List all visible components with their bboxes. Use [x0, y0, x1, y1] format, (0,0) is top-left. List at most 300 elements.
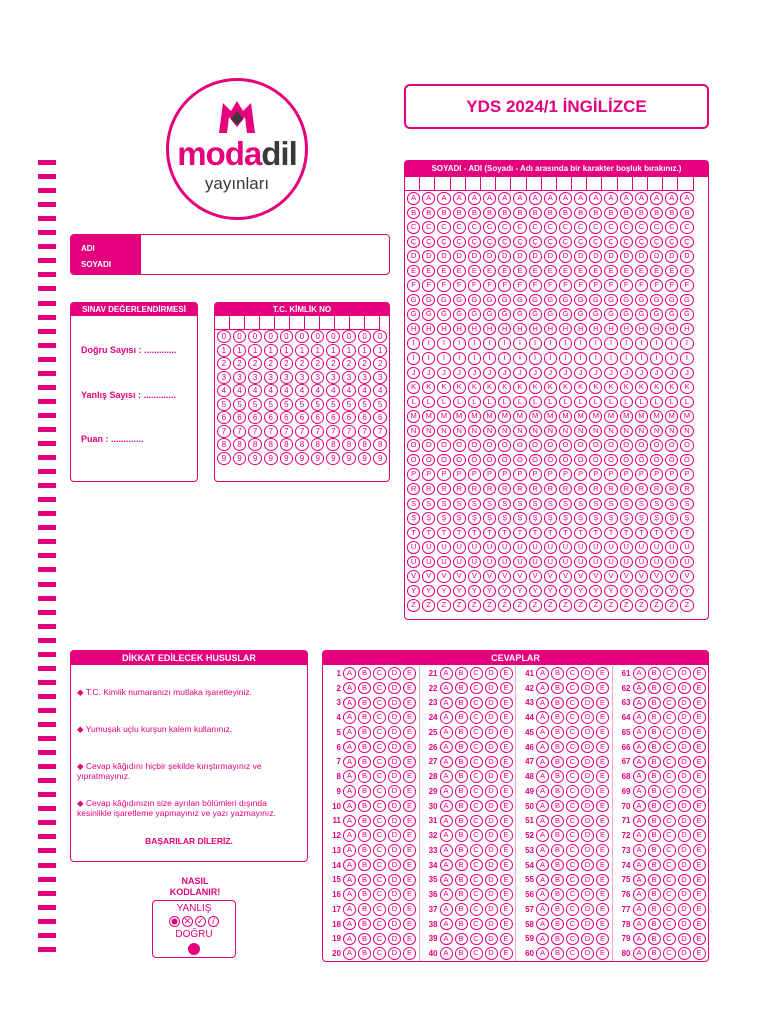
answer-bubble[interactable]: N — [407, 425, 420, 438]
answer-bubble[interactable]: 7 — [295, 425, 309, 438]
answer-bubble[interactable]: E — [403, 874, 416, 887]
answer-bubble[interactable]: A — [650, 192, 663, 205]
answer-bubble[interactable]: Y — [604, 585, 617, 598]
answer-bubble[interactable]: İ — [529, 352, 542, 365]
answer-bubble[interactable]: 4 — [358, 384, 372, 397]
answer-bubble[interactable]: Ğ — [468, 308, 481, 321]
answer-bubble[interactable]: C — [470, 667, 483, 680]
answer-bubble[interactable]: 0 — [311, 330, 325, 343]
answer-bubble[interactable]: Ü — [453, 556, 466, 569]
answer-bubble[interactable]: 3 — [217, 371, 231, 384]
answer-bubble[interactable]: R — [574, 483, 587, 496]
answer-bubble[interactable]: F — [483, 279, 496, 292]
answer-bubble[interactable]: İ — [437, 352, 450, 365]
answer-bubble[interactable]: F — [574, 279, 587, 292]
answer-bubble[interactable]: D — [678, 844, 691, 857]
answer-bubble[interactable]: R — [650, 483, 663, 496]
answer-bubble[interactable]: 4 — [373, 384, 387, 397]
answer-bubble[interactable]: S — [513, 498, 526, 511]
answer-bubble[interactable]: İ — [589, 352, 602, 365]
answer-bubble[interactable]: A — [574, 192, 587, 205]
answer-bubble[interactable]: C — [663, 829, 676, 842]
answer-bubble[interactable]: Ü — [635, 556, 648, 569]
answer-bubble[interactable]: A — [440, 711, 453, 724]
answer-bubble[interactable]: M — [483, 410, 496, 423]
answer-bubble[interactable]: E — [403, 918, 416, 931]
answer-bubble[interactable]: Z — [620, 599, 633, 612]
answer-bubble[interactable]: M — [422, 410, 435, 423]
answer-bubble[interactable]: C — [483, 221, 496, 234]
answer-bubble[interactable]: Z — [635, 599, 648, 612]
answer-bubble[interactable]: E — [500, 726, 513, 739]
answer-bubble[interactable]: E — [596, 667, 609, 680]
answer-bubble[interactable]: L — [604, 396, 617, 409]
answer-bubble[interactable]: Y — [483, 585, 496, 598]
answer-bubble[interactable]: 4 — [280, 384, 294, 397]
answer-bubble[interactable]: L — [680, 396, 693, 409]
answer-bubble[interactable]: A — [440, 947, 453, 960]
answer-bubble[interactable]: D — [581, 741, 594, 754]
answer-bubble[interactable]: C — [663, 903, 676, 916]
answer-bubble[interactable]: Z — [544, 599, 557, 612]
surname-name-bubble-grid[interactable] — [405, 191, 708, 613]
answer-bubble[interactable]: E — [693, 903, 706, 916]
answer-bubble[interactable]: C — [566, 903, 579, 916]
answer-bubble[interactable]: A — [635, 192, 648, 205]
answer-bubble[interactable]: M — [680, 410, 693, 423]
answer-bubble[interactable]: E — [693, 859, 706, 872]
answer-bubble[interactable]: C — [566, 844, 579, 857]
answer-bubble[interactable]: B — [358, 815, 371, 828]
answer-bubble[interactable]: D — [485, 933, 498, 946]
tc-digit-cell[interactable] — [305, 316, 320, 330]
letter-cell[interactable] — [511, 177, 526, 191]
answer-bubble[interactable]: B — [358, 770, 371, 783]
answer-bubble[interactable]: B — [551, 815, 564, 828]
answer-bubble[interactable]: E — [468, 265, 481, 278]
answer-bubble[interactable]: Ü — [437, 556, 450, 569]
answer-bubble[interactable]: E — [498, 265, 511, 278]
answer-bubble[interactable]: 1 — [358, 344, 372, 357]
answer-bubble[interactable]: 5 — [311, 398, 325, 411]
answer-bubble[interactable]: Ü — [650, 556, 663, 569]
answer-bubble[interactable]: 9 — [373, 452, 387, 465]
answer-bubble[interactable]: R — [665, 483, 678, 496]
answer-bubble[interactable]: Ö — [544, 454, 557, 467]
answer-bubble[interactable]: D — [581, 947, 594, 960]
answer-bubble[interactable]: 5 — [264, 398, 278, 411]
answer-bubble[interactable]: Ü — [407, 556, 420, 569]
answer-bubble[interactable]: U — [513, 541, 526, 554]
answer-bubble[interactable]: C — [663, 947, 676, 960]
answer-bubble[interactable]: O — [422, 439, 435, 452]
answer-bubble[interactable]: A — [343, 874, 356, 887]
answer-bubble[interactable]: 4 — [217, 384, 231, 397]
answer-bubble[interactable]: D — [485, 829, 498, 842]
answer-bubble[interactable]: K — [422, 381, 435, 394]
answer-bubble[interactable]: Ö — [468, 454, 481, 467]
answer-bubble[interactable]: P — [483, 468, 496, 481]
answer-bubble[interactable]: D — [678, 918, 691, 931]
answer-bubble[interactable]: F — [453, 279, 466, 292]
answer-bubble[interactable]: 8 — [264, 438, 278, 451]
answer-bubble[interactable]: Ş — [483, 512, 496, 525]
answer-bubble[interactable]: Ş — [620, 512, 633, 525]
answer-bubble[interactable]: D — [678, 829, 691, 842]
answer-bubble[interactable]: D — [620, 250, 633, 263]
answer-bubble[interactable]: B — [648, 844, 661, 857]
answer-bubble[interactable]: C — [373, 829, 386, 842]
answer-bubble[interactable]: D — [581, 756, 594, 769]
answer-bubble[interactable]: H — [483, 323, 496, 336]
answer-bubble[interactable]: Ç — [513, 236, 526, 249]
answer-bubble[interactable]: R — [407, 483, 420, 496]
answer-bubble[interactable]: 7 — [264, 425, 278, 438]
answer-bubble[interactable]: A — [343, 844, 356, 857]
answer-bubble[interactable]: D — [498, 250, 511, 263]
answer-bubble[interactable]: K — [635, 381, 648, 394]
answer-bubble[interactable]: D — [513, 250, 526, 263]
answer-bubble[interactable]: Ç — [574, 236, 587, 249]
letter-cell[interactable] — [405, 177, 420, 191]
answer-bubble[interactable]: A — [536, 903, 549, 916]
answer-bubble[interactable]: M — [574, 410, 587, 423]
answer-bubble[interactable]: D — [388, 874, 401, 887]
answer-bubble[interactable]: S — [422, 498, 435, 511]
answer-bubble[interactable]: L — [635, 396, 648, 409]
answer-bubble[interactable]: P — [513, 468, 526, 481]
answer-bubble[interactable]: C — [470, 741, 483, 754]
answer-bubble[interactable]: A — [633, 756, 646, 769]
answer-bubble[interactable]: 3 — [233, 371, 247, 384]
answer-bubble[interactable]: J — [422, 367, 435, 380]
answer-bubble[interactable]: İ — [574, 352, 587, 365]
answer-bubble[interactable]: G — [437, 294, 450, 307]
answer-bubble[interactable]: A — [343, 711, 356, 724]
answer-bubble[interactable]: E — [635, 265, 648, 278]
answer-bubble[interactable]: C — [566, 682, 579, 695]
answer-bubble[interactable]: Ş — [513, 512, 526, 525]
answer-bubble[interactable]: İ — [680, 352, 693, 365]
answer-bubble[interactable]: Ö — [483, 454, 496, 467]
answer-bubble[interactable]: B — [358, 711, 371, 724]
answer-bubble[interactable]: R — [680, 483, 693, 496]
answer-bubble[interactable]: 7 — [311, 425, 325, 438]
answer-bubble[interactable]: C — [663, 711, 676, 724]
answer-bubble[interactable]: J — [513, 367, 526, 380]
answer-bubble[interactable]: D — [485, 888, 498, 901]
answer-bubble[interactable]: C — [559, 221, 572, 234]
answer-bubble[interactable]: M — [604, 410, 617, 423]
answer-bubble[interactable]: Ö — [453, 454, 466, 467]
answer-bubble[interactable]: H — [453, 323, 466, 336]
answer-bubble[interactable]: O — [559, 439, 572, 452]
answer-bubble[interactable]: 3 — [280, 371, 294, 384]
answer-bubble[interactable]: D — [589, 250, 602, 263]
answer-bubble[interactable]: 2 — [217, 357, 231, 370]
answer-bubble[interactable]: B — [648, 756, 661, 769]
answer-bubble[interactable]: 2 — [326, 357, 340, 370]
answer-bubble[interactable]: C — [663, 785, 676, 798]
answer-bubble[interactable]: E — [596, 756, 609, 769]
answer-bubble[interactable]: D — [678, 874, 691, 887]
answer-bubble[interactable]: B — [422, 207, 435, 220]
answer-bubble[interactable]: C — [373, 947, 386, 960]
answer-bubble[interactable]: E — [453, 265, 466, 278]
answer-bubble[interactable]: E — [500, 770, 513, 783]
answer-bubble[interactable]: D — [678, 815, 691, 828]
answer-bubble[interactable]: C — [663, 918, 676, 931]
answer-bubble[interactable]: J — [559, 367, 572, 380]
answer-bubble[interactable]: U — [574, 541, 587, 554]
answer-bubble[interactable]: B — [455, 697, 468, 710]
answer-bubble[interactable]: R — [513, 483, 526, 496]
answer-bubble[interactable]: Ö — [513, 454, 526, 467]
answer-bubble[interactable]: A — [633, 859, 646, 872]
answer-bubble[interactable]: B — [551, 756, 564, 769]
answer-bubble[interactable]: 2 — [311, 357, 325, 370]
answer-bubble[interactable]: D — [388, 741, 401, 754]
answer-bubble[interactable]: I — [680, 337, 693, 350]
answer-bubble[interactable]: I — [635, 337, 648, 350]
answer-bubble[interactable]: B — [455, 947, 468, 960]
answer-bubble[interactable]: A — [440, 903, 453, 916]
answer-bubble[interactable]: C — [663, 874, 676, 887]
answer-bubble[interactable]: 1 — [248, 344, 262, 357]
answer-bubble[interactable]: Ğ — [407, 308, 420, 321]
answer-bubble[interactable]: B — [648, 770, 661, 783]
answer-bubble[interactable]: D — [581, 815, 594, 828]
answer-bubble[interactable]: B — [551, 770, 564, 783]
answer-bubble[interactable]: J — [498, 367, 511, 380]
answer-bubble[interactable]: C — [680, 221, 693, 234]
answer-bubble[interactable]: B — [453, 207, 466, 220]
answer-bubble[interactable]: B — [455, 770, 468, 783]
answer-bubble[interactable]: F — [620, 279, 633, 292]
answer-bubble[interactable]: A — [633, 829, 646, 842]
answer-bubble[interactable]: H — [422, 323, 435, 336]
answer-bubble[interactable]: 2 — [295, 357, 309, 370]
answer-bubble[interactable]: T — [604, 527, 617, 540]
answer-bubble[interactable]: H — [529, 323, 542, 336]
answer-bubble[interactable]: Ç — [544, 236, 557, 249]
answer-bubble[interactable]: C — [665, 221, 678, 234]
answer-bubble[interactable]: A — [407, 192, 420, 205]
answer-bubble[interactable]: F — [604, 279, 617, 292]
answer-bubble[interactable]: Ç — [604, 236, 617, 249]
answer-bubble[interactable]: E — [403, 933, 416, 946]
answer-bubble[interactable]: J — [437, 367, 450, 380]
answer-bubble[interactable]: D — [388, 682, 401, 695]
answer-bubble[interactable]: C — [373, 711, 386, 724]
answer-bubble[interactable]: F — [468, 279, 481, 292]
answer-bubble[interactable]: O — [635, 439, 648, 452]
answer-bubble[interactable]: Ş — [559, 512, 572, 525]
answer-bubble[interactable]: B — [358, 785, 371, 798]
letter-cell[interactable] — [678, 177, 693, 191]
answer-bubble[interactable]: A — [440, 726, 453, 739]
answer-bubble[interactable]: A — [343, 726, 356, 739]
answer-bubble[interactable]: C — [566, 874, 579, 887]
answer-bubble[interactable]: A — [536, 933, 549, 946]
tc-digit-cell[interactable] — [230, 316, 245, 330]
answer-bubble[interactable]: C — [635, 221, 648, 234]
answer-bubble[interactable]: A — [343, 903, 356, 916]
answer-bubble[interactable]: B — [648, 947, 661, 960]
answer-bubble[interactable]: D — [678, 785, 691, 798]
answer-bubble[interactable]: Ç — [620, 236, 633, 249]
answer-bubble[interactable]: I — [665, 337, 678, 350]
answer-bubble[interactable]: E — [596, 770, 609, 783]
answer-bubble[interactable]: Ü — [559, 556, 572, 569]
answer-bubble[interactable]: U — [498, 541, 511, 554]
answer-bubble[interactable]: D — [388, 829, 401, 842]
answer-bubble[interactable]: E — [500, 933, 513, 946]
answer-bubble[interactable]: Y — [453, 585, 466, 598]
answer-bubble[interactable]: A — [536, 859, 549, 872]
answer-bubble[interactable]: E — [665, 265, 678, 278]
answer-bubble[interactable]: D — [529, 250, 542, 263]
answer-bubble[interactable]: D — [581, 697, 594, 710]
answer-bubble[interactable]: C — [470, 903, 483, 916]
answer-bubble[interactable]: B — [648, 800, 661, 813]
answer-bubble[interactable]: F — [635, 279, 648, 292]
answer-bubble[interactable]: P — [604, 468, 617, 481]
answer-bubble[interactable]: 2 — [248, 357, 262, 370]
answer-bubble[interactable]: A — [440, 800, 453, 813]
answer-bubble[interactable]: 4 — [311, 384, 325, 397]
answer-bubble[interactable]: 1 — [373, 344, 387, 357]
answer-bubble[interactable]: C — [574, 221, 587, 234]
answer-bubble[interactable]: Ü — [574, 556, 587, 569]
answer-bubble[interactable]: C — [663, 741, 676, 754]
answer-bubble[interactable]: A — [422, 192, 435, 205]
answer-bubble[interactable]: D — [678, 697, 691, 710]
answer-bubble[interactable]: D — [559, 250, 572, 263]
answer-bubble[interactable]: 3 — [342, 371, 356, 384]
answer-bubble[interactable]: 5 — [326, 398, 340, 411]
answer-bubble[interactable]: U — [529, 541, 542, 554]
answer-bubble[interactable]: B — [551, 903, 564, 916]
answer-bubble[interactable]: 4 — [295, 384, 309, 397]
answer-bubble[interactable]: B — [551, 682, 564, 695]
answer-bubble[interactable]: E — [403, 815, 416, 828]
answer-bubble[interactable]: B — [551, 667, 564, 680]
answer-bubble[interactable]: 1 — [217, 344, 231, 357]
answer-bubble[interactable]: Ü — [483, 556, 496, 569]
answer-bubble[interactable]: Z — [559, 599, 572, 612]
answer-bubble[interactable]: E — [500, 800, 513, 813]
answer-bubble[interactable]: E — [500, 859, 513, 872]
answer-bubble[interactable]: C — [373, 888, 386, 901]
answer-bubble[interactable]: B — [559, 207, 572, 220]
letter-cell[interactable] — [527, 177, 542, 191]
answer-bubble[interactable]: D — [407, 250, 420, 263]
answer-bubble[interactable]: 5 — [358, 398, 372, 411]
answer-bubble[interactable]: 7 — [373, 425, 387, 438]
answer-bubble[interactable]: T — [574, 527, 587, 540]
answer-bubble[interactable]: İ — [483, 352, 496, 365]
answer-bubble[interactable]: B — [358, 874, 371, 887]
answer-bubble[interactable]: N — [453, 425, 466, 438]
answer-bubble[interactable]: G — [680, 294, 693, 307]
answer-bubble[interactable]: V — [620, 570, 633, 583]
answer-bubble[interactable]: A — [633, 933, 646, 946]
answer-bubble[interactable]: R — [620, 483, 633, 496]
answer-bubble[interactable]: D — [678, 756, 691, 769]
answer-bubble[interactable]: M — [407, 410, 420, 423]
answer-bubble[interactable]: E — [500, 844, 513, 857]
answer-bubble[interactable]: Z — [453, 599, 466, 612]
answer-bubble[interactable]: K — [407, 381, 420, 394]
answer-bubble[interactable]: Ğ — [529, 308, 542, 321]
answer-bubble[interactable]: K — [498, 381, 511, 394]
answer-bubble[interactable]: J — [529, 367, 542, 380]
answer-bubble[interactable]: I — [604, 337, 617, 350]
answer-bubble[interactable]: C — [663, 800, 676, 813]
answer-bubble[interactable]: E — [500, 918, 513, 931]
answer-bubble[interactable]: C — [470, 947, 483, 960]
tc-digit-cell[interactable] — [335, 316, 350, 330]
answer-bubble[interactable]: D — [678, 903, 691, 916]
answer-bubble[interactable]: R — [544, 483, 557, 496]
answer-bubble[interactable]: D — [581, 667, 594, 680]
answer-bubble[interactable]: E — [403, 947, 416, 960]
answer-bubble[interactable]: E — [500, 711, 513, 724]
answer-bubble[interactable]: F — [437, 279, 450, 292]
answer-bubble[interactable]: R — [604, 483, 617, 496]
answer-bubble[interactable]: A — [680, 192, 693, 205]
answer-bubble[interactable]: M — [635, 410, 648, 423]
answer-bubble[interactable]: D — [485, 815, 498, 828]
answer-bubble[interactable]: C — [470, 770, 483, 783]
answer-bubble[interactable]: A — [536, 829, 549, 842]
answer-bubble[interactable]: P — [680, 468, 693, 481]
answer-bubble[interactable]: P — [453, 468, 466, 481]
answer-bubble[interactable]: B — [551, 741, 564, 754]
answer-bubble[interactable]: D — [485, 918, 498, 931]
answer-bubble[interactable]: Ç — [437, 236, 450, 249]
answer-bubble[interactable]: C — [437, 221, 450, 234]
answer-bubble[interactable]: N — [574, 425, 587, 438]
answer-bubble[interactable]: P — [529, 468, 542, 481]
answer-bubble[interactable]: D — [422, 250, 435, 263]
answer-bubble[interactable]: E — [500, 741, 513, 754]
answer-bubble[interactable]: A — [536, 874, 549, 887]
answer-bubble[interactable]: K — [620, 381, 633, 394]
letter-cell[interactable] — [481, 177, 496, 191]
answer-bubble[interactable]: Ğ — [620, 308, 633, 321]
answer-bubble[interactable]: D — [388, 918, 401, 931]
answer-bubble[interactable]: V — [437, 570, 450, 583]
answer-bubble[interactable]: H — [498, 323, 511, 336]
answer-bubble[interactable]: R — [559, 483, 572, 496]
answer-bubble[interactable]: T — [665, 527, 678, 540]
answer-bubble[interactable]: D — [678, 711, 691, 724]
answer-bubble[interactable]: B — [551, 888, 564, 901]
answer-bubble[interactable]: Ü — [680, 556, 693, 569]
answer-bubble[interactable]: A — [536, 711, 549, 724]
answer-bubble[interactable]: N — [559, 425, 572, 438]
answer-bubble[interactable]: C — [470, 844, 483, 857]
answer-bubble[interactable]: A — [544, 192, 557, 205]
answer-bubble[interactable]: B — [358, 933, 371, 946]
answer-bubble[interactable]: G — [529, 294, 542, 307]
answer-bubble[interactable]: A — [536, 770, 549, 783]
answer-bubble[interactable]: C — [566, 947, 579, 960]
letter-cell[interactable] — [435, 177, 450, 191]
answer-bubble[interactable]: N — [483, 425, 496, 438]
